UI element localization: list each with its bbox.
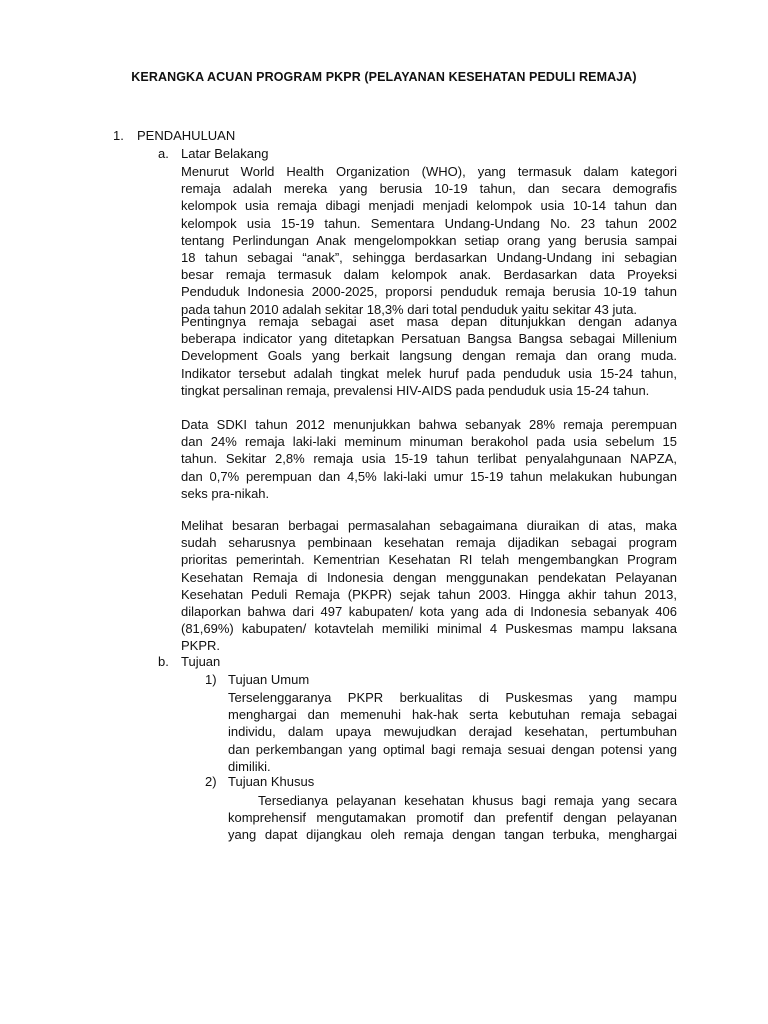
section-heading: PENDAHULUAN [137, 128, 236, 143]
text-line: prioritas pemerintah. Kementrian Kesehatan RI telah mengembangkan Program [181, 552, 677, 568]
text-line: sudah seharusnya pembinaan kesehatan remaja dijadikan sebagai program [181, 535, 677, 551]
text-line: dimiliki. [228, 758, 271, 774]
text-line: seks pra-nikah. [181, 485, 270, 501]
subsection-letter: b. [158, 654, 169, 669]
text-line: Development Goals yang berkait langsung dengan remaja dan orang muda. [181, 348, 677, 364]
text-line: besar remaja termasuk dalam kelompok anak. Berdasarkan data Proyeksi [181, 267, 677, 283]
item-number: 2) [205, 774, 217, 789]
text-line: Penduduk Indonesia 2000-2025, proporsi penduduk remaja berusia 10-19 tahun [181, 284, 677, 300]
text-line: menghargai dan memenuhi hak-hak serta kebutuhan remaja sebagai [228, 707, 677, 723]
text-line: yang dapat dijangkau oleh remaja dengan tangan terbuka, menghargai [228, 827, 677, 843]
text-line: kelompok usia 15-19 tahun. Sementara Undang-Undang No. 23 tahun 2002 [181, 215, 677, 231]
text-line: tentang Perlindungan Anak mengelompokkan setiap orang yang berusia sampai [181, 232, 677, 248]
text-line: dilaporkan bahwa dari 497 kabupaten/ kota yang ada di Indonesia sebanyak 406 [181, 603, 677, 619]
text-line: dan 24% remaja laki-laki meminum minuman berakohol pada usia sebelum 15 [181, 434, 677, 450]
text-line: Pentingnya remaja sebagai aset masa depan ditunjukkan dengan adanya [181, 314, 677, 329]
document-title: KERANGKA ACUAN PROGRAM PKPR (PELAYANAN KESEHATAN PEDULI REMAJA) [131, 70, 637, 84]
text-line: remaja adalah mereka yang berusia 10-19 tahun, dan secara demografis [181, 181, 677, 197]
text-line: Tersedianya pelayanan kesehatan khusus bagi remaja yang secara [258, 793, 677, 808]
text-line: Melihat besaran berbagai permasalahan sebagaimana diuraikan di atas, maka [181, 518, 677, 533]
item-number: 1) [205, 672, 217, 687]
text-line: tahun. Sekitar 2,8% remaja usia 15-19 tahun terlibat penyalahgunaan NAPZA, [181, 451, 677, 467]
text-line: Kesehatan Remaja di Indonesia dengan menggunakan pendekatan Pelayanan [181, 569, 677, 585]
section-number: 1. [113, 128, 124, 143]
text-line: PKPR. [181, 638, 221, 654]
paragraph-background-2 [181, 313, 677, 399]
text-line: (81,69%) kabupaten/ kotavtelah memiliki minimal 4 Puskesmas mampu laksana [181, 621, 677, 637]
paragraph-specific-objective [228, 792, 677, 844]
text-line: komprehensif mengutamakan promotif dan prefentif dengan pelayanan [228, 810, 677, 826]
text-line: Data SDKI tahun 2012 menunjukkan bahwa sebanyak 28% remaja perempuan [181, 417, 677, 432]
text-line: individu, dalam upaya mewujudkan derajad kesehatan, pertumbuhan [228, 724, 677, 740]
subsection-heading: Latar Belakang [181, 146, 269, 161]
item-heading: Tujuan Umum [228, 672, 310, 687]
text-line: Kesehatan Peduli Remaja (PKPR) sejak tahun 2003. Hingga akhir tahun 2013, [181, 586, 677, 602]
item-heading: Tujuan Khusus [228, 774, 315, 789]
paragraph-background-3 [181, 416, 677, 502]
text-line: dan perkembangan yang optimal bagi remaja sesuai dengan potensi yang [228, 741, 677, 757]
text-line: kelompok usia remaja dibagi menjadi menjadi kelompok usia 10-14 tahun dan [181, 198, 677, 214]
paragraph-background-1 [181, 163, 677, 318]
text-line: dan 0,7% perempuan dan 4,5% laki-laki umur 15-19 tahun melakukan hubungan [181, 468, 677, 484]
subsection-heading: Tujuan [181, 654, 221, 669]
text-line: beberapa indicator yang ditetapkan Persatuan Bangsa Bangsa sebagai Millenium [181, 331, 677, 347]
text-line: Menurut World Health Organization (WHO), yang termasuk dalam kategori [181, 164, 677, 179]
subsection-letter: a. [158, 146, 169, 161]
text-line: 18 tahun sebagai “anak”, sehingga berdasarkan Undang-Undang ini sebagian [181, 249, 677, 265]
paragraph-background-4 [181, 517, 677, 655]
text-line: Terselenggaranya PKPR berkualitas di Puskesmas yang mampu [228, 690, 677, 705]
text-line: pada tahun 2010 adalah sekitar 18,3% dari total penduduk yaitu sekitar 43 juta. [181, 301, 638, 317]
paragraph-general-objective [228, 689, 677, 775]
text-line: Indikator tersebut adalah tingkat melek huruf pada penduduk usia 15-24 tahun, [181, 365, 677, 381]
text-line: tingkat persalinan remaja, prevalensi HIV-AIDS pada penduduk usia 15-24 tahun. [181, 382, 650, 398]
